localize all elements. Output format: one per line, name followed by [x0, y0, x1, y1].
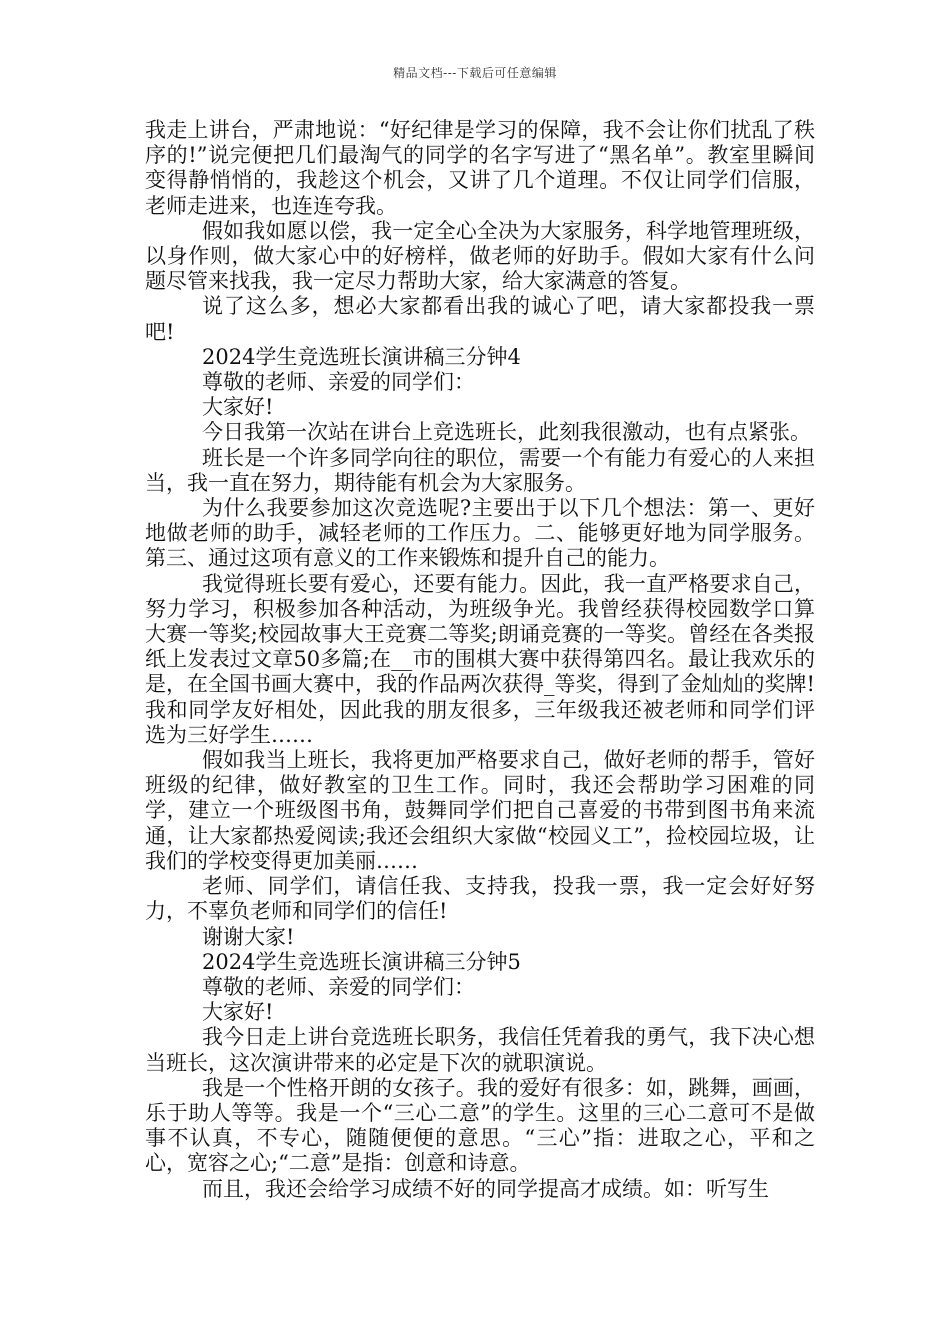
- paragraph: 我觉得班长要有爱心，还要有能力。因此，我一直严格要求自己，努力学习，积极参加各种活动，为班级争光。我曾经获得校园数学口算大赛一等奖;校园故事大王竞赛二等奖;朗诵竞赛的一等奖。曾经在各类报纸上发表过文章50多篇;在__市的围棋大赛中获得第四名。最让我欢乐的是，在全国书画大赛中，我的作品两次获得_等奖，得到了金灿灿的奖牌!我和同学友好相处，因此我的朋友很多，三年级我还被老师和同学们评选为三好学生……: [145, 571, 815, 747]
- salutation: 尊敬的老师、亲爱的同学们：: [202, 974, 475, 999]
- paragraph: 为什么我要参加这次竞选呢?主要出于以下几个想法：第一、更好地做老师的助手，减轻老师的工作压力。二、能够更好地为同学服务。第三、通过这项有意义的工作来锻炼和提升自己的能力。: [145, 496, 815, 571]
- salutation: 尊敬的老师、亲爱的同学们：: [202, 370, 475, 395]
- paragraph: 班长是一个许多同学向往的职位，需要一个有能力有爱心的人来担当，我一直在努力，期待能有机会为大家服务。: [145, 445, 815, 495]
- paragraph: 假如我当上班长，我将更加严格要求自己，做好老师的帮手，管好班级的纪律，做好教室的卫生工作。同时，我还会帮助学习困难的同学，建立一个班级图书角，鼓舞同学们把自己喜爱的书带到图书角来流通，让大家都热爱阅读;我还会组织大家做“校园义工”，捡校园垃圾，让我们的学校变得更加美丽……: [145, 748, 815, 873]
- section-title: 2024学生竞选班长演讲稿三分钟5: [202, 949, 521, 974]
- section-title: 2024学生竞选班长演讲稿三分钟4: [202, 344, 521, 369]
- paragraph: 老师、同学们，请信任我、支持我，投我一票，我一定会好好努力，不辜负老师和同学们的信任!: [145, 874, 815, 924]
- paragraph: 今日我第一次站在讲台上竞选班长，此刻我很激动，也有点紧张。: [202, 420, 811, 445]
- greeting: 大家好!: [202, 1000, 274, 1025]
- paragraph: 我是一个性格开朗的女孩子。我的爱好有很多：如，跳舞，画画，乐于助人等等。我是一个“三心二意”的学生。这里的三心二意可不是做事不认真，不专心，随随便便的意思。“三心”指：进取之心，平和之心，宽容之心;“二意”是指：创意和诗意。: [145, 1075, 815, 1176]
- page-header: 精品文档---下载后可任意编辑: [393, 66, 557, 80]
- paragraph: 而且，我还会给学习成绩不好的同学提高才成绩。如：听写生: [202, 1176, 769, 1201]
- paragraph: 说了这么多，想必大家都看出我的诚心了吧，请大家都投我一票吧!: [145, 294, 815, 344]
- paragraph: 我今日走上讲台竞选班长职务，我信任凭着我的勇气，我下决心想当班长，这次演讲带来的必定是下次的就职演说。: [145, 1025, 815, 1075]
- paragraph: 假如我如愿以偿，我一定全心全决为大家服务，科学地管理班级，以身作则，做大家心中的好榜样，做老师的好助手。假如大家有什么问题尽管来找我，我一定尽力帮助大家，给大家满意的答复。: [145, 218, 815, 294]
- greeting: 大家好!: [202, 395, 274, 420]
- closing: 谢谢大家!: [202, 924, 295, 949]
- paragraph: 我走上讲台，严肃地说：“好纪律是学习的保障，我不会让你们扰乱了秩序的!”说完便把几们最淘气的同学的名字写进了“黑名单”。教室里瞬间变得静悄悄的，我趁这个机会，又讲了几个道理。不仅让同学们信服，老师走进来，也连连夸我。: [145, 118, 815, 218]
- document-body: [145, 118, 815, 1202]
